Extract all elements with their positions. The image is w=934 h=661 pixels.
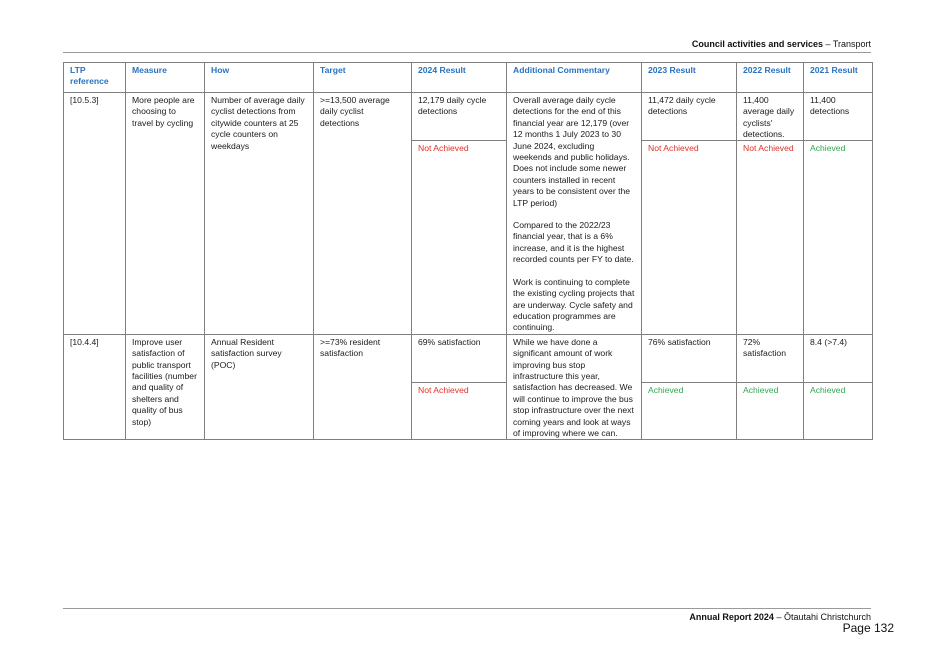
col-header-2021: 2021 Result xyxy=(804,63,873,93)
ltp-reference: [10.4.4] xyxy=(64,334,126,440)
col-header-how: How xyxy=(205,63,314,93)
result-2021-status: Achieved xyxy=(810,143,846,153)
target-cell: >=73% resident satisfaction xyxy=(314,334,412,440)
result-2021-value: 8.4 (>7.4) xyxy=(804,335,872,383)
result-2022-status: Not Achieved xyxy=(743,143,794,153)
performance-table xyxy=(63,62,873,440)
col-header-measure: Measure xyxy=(126,63,205,93)
header-subsection: Transport xyxy=(832,39,871,49)
result-2021-cell xyxy=(804,93,873,335)
col-header-2022: 2022 Result xyxy=(737,63,804,93)
header-section: Council activities and services xyxy=(691,39,823,49)
table-header-row xyxy=(64,63,873,93)
commentary-cell xyxy=(507,93,642,335)
col-header-target: Target xyxy=(314,63,412,93)
footer-divider xyxy=(63,608,871,609)
footer-separator: – xyxy=(773,612,784,622)
target-cell: >=13,500 average daily cyclist detections xyxy=(314,93,412,335)
result-2024-status: Not Achieved xyxy=(418,384,469,395)
result-2024-cell xyxy=(412,334,507,440)
commentary-paragraph: Work is continuing to complete the existing cycling projects that are underway. Cycle safety and education programmes are continuing. xyxy=(513,276,635,333)
result-2023-cell xyxy=(642,93,737,335)
header-separator: – xyxy=(822,39,833,49)
commentary-cell xyxy=(507,334,642,440)
how-cell: Number of average daily cyclist detections from citywide counters at 25 cycle counters on weekdays xyxy=(205,93,314,335)
measure-cell: More people are choosing to travel by cycling xyxy=(126,93,205,335)
result-2022-status: Achieved xyxy=(743,384,779,395)
col-header-2024: 2024 Result xyxy=(412,63,507,93)
commentary-paragraph: Compared to the 2022/23 financial year, that is a 6% increase, and it is the highest recorded counts per FY to date. xyxy=(513,220,634,265)
result-2024-status: Not Achieved xyxy=(418,143,469,153)
result-2023-value: 76% satisfaction xyxy=(642,335,736,383)
result-2021-cell xyxy=(804,334,873,440)
result-2023-status: Achieved xyxy=(648,384,684,395)
result-2022-cell xyxy=(737,334,804,440)
commentary-paragraph: Overall average daily cycle detections for the end of this financial year are 12,179 (over 12 months 1 July 2023 to 30 June 2024, excluding weekends and public holidays. Does not include some newer counters installed in recent years to be consistent over the LTP period) xyxy=(513,95,631,208)
table-row xyxy=(64,93,873,335)
result-2024-cell xyxy=(412,93,507,335)
result-2022-value: 72% satisfaction xyxy=(737,335,803,383)
footer-title: Annual Report 2024 xyxy=(689,612,774,622)
ltp-reference: [10.5.3] xyxy=(64,93,126,335)
result-2021-status: Achieved xyxy=(810,384,846,395)
result-2022-cell xyxy=(737,93,804,335)
header-divider xyxy=(63,52,871,53)
result-2023-cell xyxy=(642,334,737,440)
running-header xyxy=(692,39,871,49)
col-header-2023: 2023 Result xyxy=(642,63,737,93)
result-2024-value: 12,179 daily cycle detections xyxy=(412,93,506,141)
col-header-commentary: Additional Commentary xyxy=(507,63,642,93)
result-2021-value: 11,400 detections xyxy=(804,93,872,141)
result-2024-value: 69% satisfaction xyxy=(412,335,506,383)
page-number: Page 132 xyxy=(842,621,894,635)
result-2022-value: 11,400 average daily cyclists' detections. xyxy=(737,93,803,141)
result-2023-status: Not Achieved xyxy=(648,143,699,153)
commentary-paragraph: While we have done a significant amount of work improving bus stop infrastructure this year, satisfaction has decreased. We will continue to improve the bus stop infrastructure over the next coming years and look at ways of improving where we can. xyxy=(513,336,634,438)
footer-subtitle: Ōtautahi Christchurch xyxy=(783,612,871,622)
table-row xyxy=(64,334,873,440)
measure-cell: Improve user satisfaction of public transport facilities (number and quality of shelters and quality of bus stop) xyxy=(126,334,205,440)
result-2023-value: 11,472 daily cycle detections xyxy=(642,93,736,141)
how-cell: Annual Resident satisfaction survey (POC) xyxy=(205,334,314,440)
col-header-ltp: LTP reference xyxy=(64,63,126,93)
